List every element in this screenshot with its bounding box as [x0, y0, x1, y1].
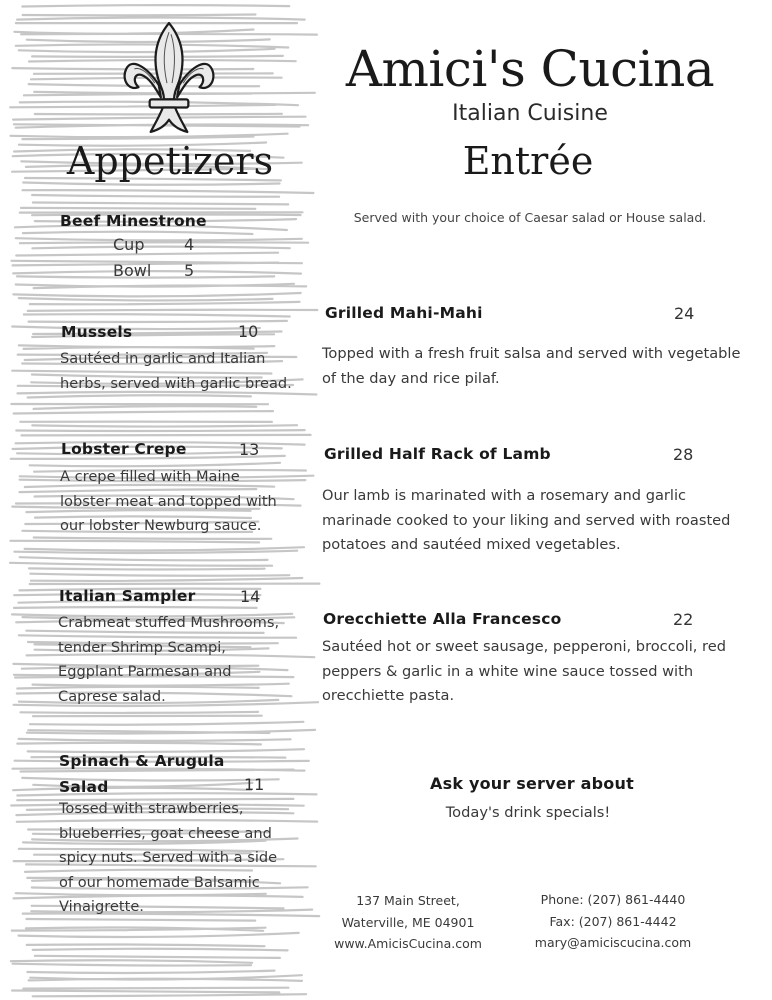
restaurant-subtitle: Italian Cuisine: [452, 101, 608, 126]
entree-price: 28: [673, 445, 694, 464]
entree-price: 24: [674, 304, 695, 323]
entree-description: Sautéed hot or sweet sausage, pepperoni, broccoli, red peppers & garlic in a white wine sauce tossed with orecchiette pasta.: [322, 638, 726, 705]
appetizer-name: Lobster Crepe: [61, 440, 187, 458]
appetizer-name: Mussels: [61, 323, 133, 341]
minestrone-name: Beef Minestrone: [60, 212, 207, 230]
entree-heading: Entrée: [462, 139, 594, 183]
minestrone-cup-price: 4: [184, 235, 195, 254]
appetizers-heading: Appetizers: [66, 139, 274, 183]
entree-name: Grilled Half Rack of Lamb: [324, 445, 551, 463]
restaurant-name: Amici's Cucina: [345, 40, 715, 98]
entree-name: Grilled Mahi-Mahi: [325, 304, 483, 322]
appetizer-price: 14: [240, 587, 261, 606]
entree-price: 22: [673, 610, 694, 629]
appetizer-price: 11: [244, 775, 265, 794]
appetizer-description: A crepe filled with Maine lobster meat and topped with our lobster Newburg sauce.: [60, 468, 277, 535]
appetizer-price: 10: [238, 322, 259, 341]
fleur-de-lis-icon: [118, 20, 220, 136]
entree-name: Orecchiette Alla Francesco: [323, 610, 562, 628]
email-link[interactable]: mary@amiciscucina.com: [534, 935, 692, 950]
specials-text: Today's drink specials!: [445, 804, 611, 821]
address-block: 137 Main Street, Waterville, ME 04901 www.AmicisCucina.com: [318, 890, 498, 955]
minestrone-cup-label: Cup: [113, 235, 145, 254]
entree-note: Served with your choice of Caesar salad or House salad.: [353, 210, 707, 225]
appetizer-price: 13: [239, 440, 260, 459]
minestrone-bowl-price: 5: [184, 261, 195, 280]
contact-block: Phone: (207) 861-4440 Fax: (207) 861-4442 mary@amiciscucina.com: [520, 889, 706, 954]
specials-title: Ask your server about: [430, 774, 634, 793]
appetizer-description: Tossed with strawberries, blueberries, goat cheese and spicy nuts. Served with a side of our homemade Balsamic Vinaigrette.: [59, 800, 278, 916]
minestrone-bowl-label: Bowl: [113, 261, 152, 280]
entree-description: Our lamb is marinated with a rosemary and garlic marinade cooked to your liking and served with roasted potatoes and sautéed mixed vegetables.: [322, 487, 731, 554]
appetizer-name: Italian Sampler: [59, 587, 196, 605]
appetizer-description: Crabmeat stuffed Mushrooms, tender Shrimp Scampi, Eggplant Parmesan and Caprese salad.: [58, 614, 280, 705]
appetizer-description: Sautéed in garlic and Italian herbs, served with garlic bread.: [60, 350, 292, 392]
entree-description: Topped with a fresh fruit salsa and served with vegetable of the day and rice pilaf.: [322, 345, 741, 387]
appetizer-name: Spinach & Arugula Salad: [59, 752, 225, 796]
website-link[interactable]: www.AmicisCucina.com: [334, 936, 482, 951]
